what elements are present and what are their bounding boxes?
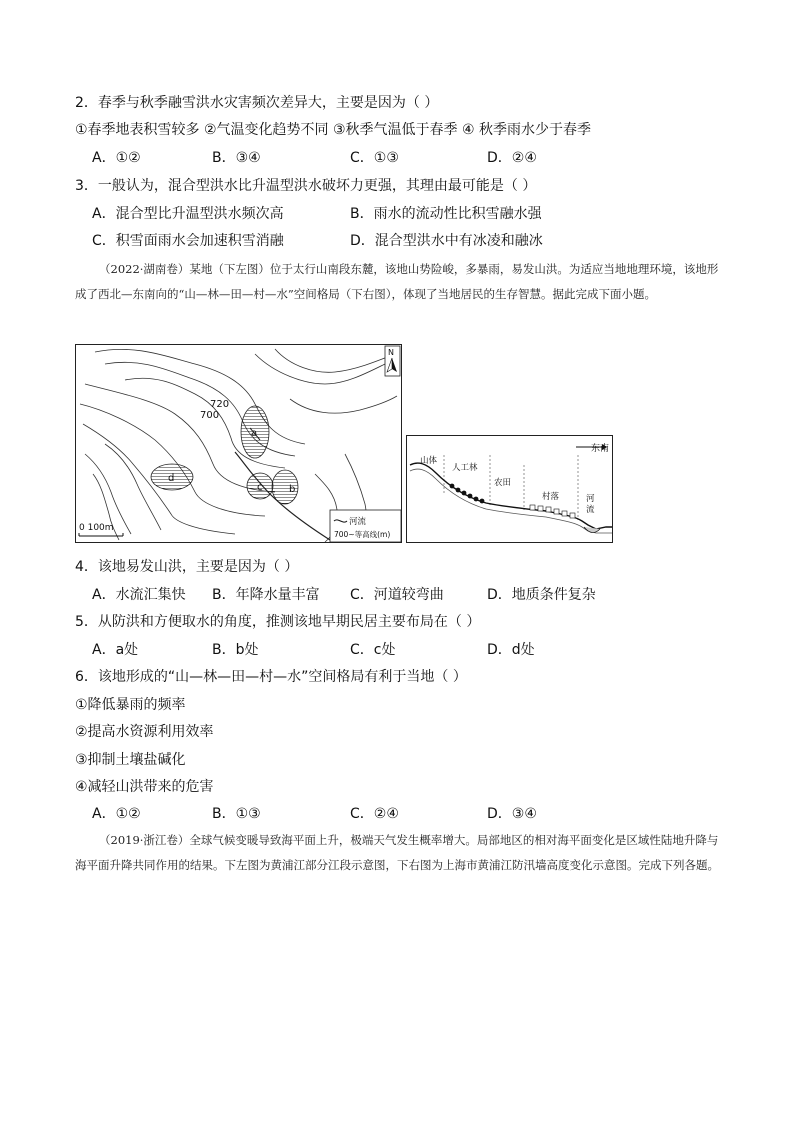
north-arrow [385, 346, 400, 376]
q4-stem: 4．该地易发山洪，主要是因为（ ） [75, 559, 299, 575]
svg-text:河流: 河流 [349, 517, 367, 527]
q6-statement-2: ②提高水资源利用效率 [75, 724, 214, 740]
q5-option-c[interactable]: C．c处 [350, 642, 396, 658]
q6-statement-1: ①降低暴雨的频率 [75, 697, 186, 713]
q6-stem: 6．该地形成的“山—林—田—村—水”空间格局有利于当地（ ） [75, 669, 467, 685]
q6-option-a[interactable]: A．①② [92, 806, 141, 822]
q3-stem: 3．一般认为，混合型洪水比升温型洪水破坏力更强，其理由最可能是（ ） [75, 178, 537, 194]
q6-option-c[interactable]: C．②④ [350, 806, 399, 822]
q5-stem: 5．从防洪和方便取水的角度，推测该地早期民居主要布局在（ ） [75, 614, 481, 630]
label-a: a [251, 428, 258, 439]
label-c: c [257, 482, 263, 493]
q6-statement-3: ③抑制土壤盐碱化 [75, 752, 186, 768]
q5-option-d[interactable]: D．d处 [487, 642, 535, 658]
q2-stem: 2．春季与秋季融雪洪水灾害频次差异大，主要是因为（ ） [75, 95, 439, 111]
profile-label-forest: 人工林 [452, 463, 478, 473]
q2-statements: ①春季地表积雪较多 ②气温变化趋势不同 ③秋季气温低于春季 ④ 秋季雨水少于春季 [75, 122, 592, 138]
svg-text:N: N [388, 348, 394, 357]
contour-700-label: 700 [200, 410, 220, 421]
passage-2022-hunan: （2022·湖南卷）某地（下左图）位于太行山南段东麓，该地山势险峻，多暴雨，易发山洪。为适应当地地理环境，该地形成了西北—东南向的“山—林—田—村—水”空间格局（下右图），体现了当地居民的生存智慧。据此完成下面小题。 [75, 262, 719, 301]
q4-option-c[interactable]: C．河道较弯曲 [350, 587, 444, 603]
passage-2019-zhejiang: （2019·浙江卷）全球气候变暖导致海平面上升，极端天气发生概率增大。局部地区的相对海平面变化是区域性陆地升降与海平面升降共同作用的结果。下左图为黄浦江部分江段示意图，下右图为上海市黄浦江防汛墙高度变化示意图。完成下列各题。 [75, 833, 719, 872]
q5-option-b[interactable]: B．b处 [212, 642, 259, 658]
q4-option-d[interactable]: D．地质条件复杂 [487, 587, 596, 603]
svg-text:700~等高线(m): 700~等高线(m) [334, 530, 391, 539]
profile-label-farmland: 农田 [494, 478, 512, 488]
label-d: d [168, 473, 175, 484]
label-b: b [289, 484, 296, 495]
contour-map-figure [75, 344, 402, 543]
q2-option-a[interactable]: A．①② [92, 150, 141, 166]
q3-option-c[interactable]: C．积雪面雨水会加速积雪消融 [92, 233, 284, 249]
svg-text:0 100m: 0 100m [79, 523, 114, 533]
q6-option-b[interactable]: B．①③ [212, 806, 261, 822]
q3-option-a[interactable]: A．混合型比升温型洪水频次高 [92, 206, 284, 222]
q5-option-a[interactable]: A．a处 [92, 642, 139, 658]
q4-option-b[interactable]: B．年降水量丰富 [212, 587, 320, 603]
q3-option-b[interactable]: B．雨水的流动性比积雪融水强 [350, 206, 542, 222]
q6-option-d[interactable]: D．③④ [487, 806, 537, 822]
q2-option-b[interactable]: B．③④ [212, 150, 261, 166]
profile-label-village: 村落 [542, 492, 560, 502]
q2-option-d[interactable]: D．②④ [487, 150, 537, 166]
map-legend [330, 510, 401, 542]
q3-option-d[interactable]: D．混合型洪水中有冰凌和融冰 [350, 233, 543, 249]
direction-label: 东南 [591, 444, 610, 454]
q2-option-c[interactable]: C．①③ [350, 150, 399, 166]
profile-label-river: 河流 [586, 494, 595, 515]
q4-option-a[interactable]: A．水流汇集快 [92, 587, 186, 603]
profile-figure [406, 435, 613, 543]
q6-statement-4: ④减轻山洪带来的危害 [75, 779, 214, 795]
profile-label-mountain: 山体 [420, 456, 438, 466]
contour-720-label: 720 [210, 399, 230, 410]
